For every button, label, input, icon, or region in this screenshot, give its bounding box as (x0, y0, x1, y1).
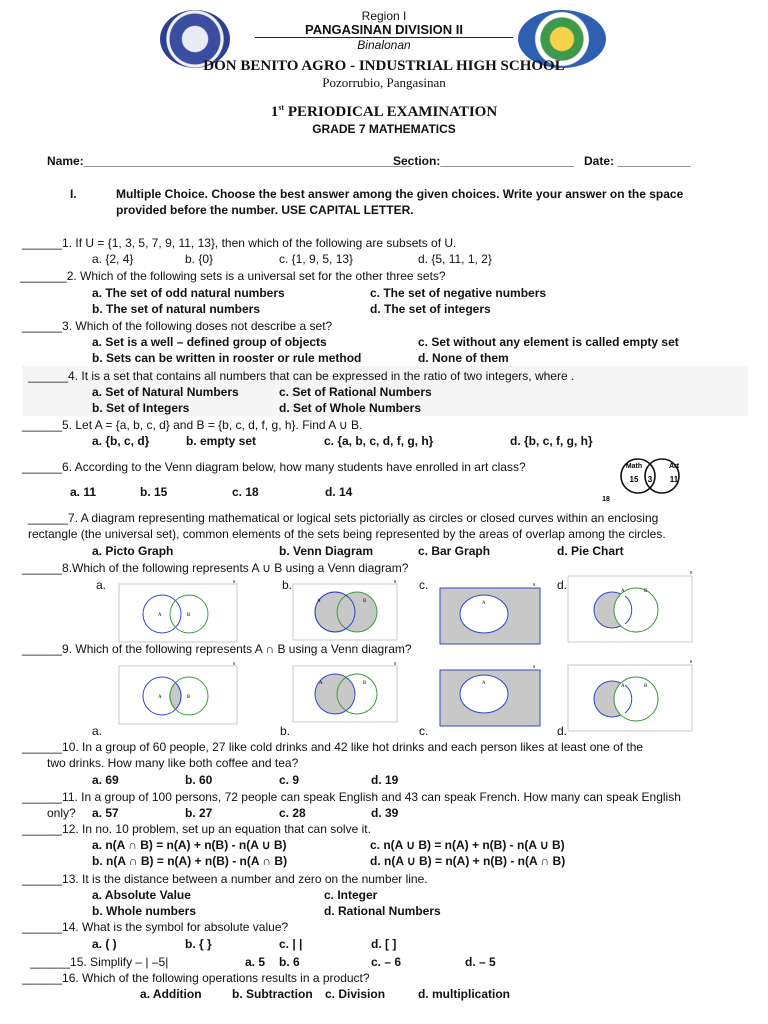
svg-text:s: s (233, 579, 236, 585)
question-14: ______14. What is the symbol for absolute value? (22, 920, 289, 934)
school-name: DON BENITO AGRO - INDUSTRIAL HIGH SCHOOL (203, 58, 565, 74)
choice-b: b. n(A ∩ B) = n(A) + n(B) - n(A ∩ B) (92, 854, 288, 868)
choice-c: c. 18 (232, 485, 259, 499)
svg-text:A: A (621, 589, 625, 594)
venn-enrollment-diagram (600, 456, 700, 504)
venn-option-8a (117, 578, 241, 644)
instruction-number: I. (70, 187, 77, 201)
region-label: Region I (361, 9, 407, 23)
svg-text:A: A (621, 684, 625, 689)
choice-c: c. Division (325, 987, 386, 1001)
question-15: ______15. Simplify – | –5| (30, 955, 169, 969)
question-7: ______7. A diagram representing mathematical or logical sets pictorially as circles or closed curves within an enclosing (28, 511, 659, 525)
svg-text:A: A (158, 695, 162, 700)
division-label: PANGASINAN DIVISION II (305, 22, 463, 37)
svg-text:B: B (644, 684, 648, 689)
choice-c: c. (419, 578, 429, 592)
choice-c: c. Set of Rational Numbers (279, 385, 432, 399)
choice-a: a. Set is a well – defined group of objects (92, 335, 327, 349)
svg-text:B: B (187, 695, 191, 700)
instruction-line: Multiple Choice. Choose the best answer among the given choices. Write your answer on the space (116, 187, 684, 201)
choice-a: a. 11 (70, 485, 97, 499)
choice-d: d. (557, 578, 568, 592)
question-3: ______3. Which of the following doses not describe a set? (22, 319, 333, 333)
choice-d: d. The set of integers (370, 302, 491, 316)
town-label: Binalonan (357, 38, 411, 52)
choice-d: d. 19 (371, 773, 399, 787)
choice-c: c. Set without any element is called empty set (418, 335, 679, 349)
choice-c: c. Integer (324, 888, 378, 902)
svg-text:B: B (363, 681, 367, 686)
venn-right-value: 11 (669, 475, 679, 484)
question-6: ______6. According to the Venn diagram below, how many students have enrolled in art class? (22, 460, 526, 474)
choice-a: a. Picto Graph (92, 544, 174, 558)
svg-text:s: s (394, 661, 397, 667)
choice-b: b. Subtraction (232, 987, 313, 1001)
choice-c: c. | | (279, 937, 303, 951)
choice-b: b. (280, 724, 291, 738)
choice-b: b. 27 (185, 806, 213, 820)
choice-a: a. (92, 724, 103, 738)
choice-b: b. 15 (140, 485, 168, 499)
choice-a: a. n(A ∩ B) = n(A) + n(B) - n(A ∪ B) (92, 838, 287, 852)
venn-outside-value: 18 (602, 496, 610, 503)
svg-text:B: B (644, 589, 648, 594)
venn-right-label: Art (668, 463, 680, 470)
choice-b: b. {0} (185, 252, 214, 266)
svg-text:A: A (319, 681, 323, 686)
question-5: ______5. Let A = {a, b, c, d} and B = {b, c, d, f, g, h}. Find A ∪ B. (22, 418, 363, 432)
choice-a: a. 69 (92, 773, 119, 787)
svg-text:s: s (394, 579, 397, 585)
svg-text:s: s (533, 664, 536, 670)
venn-option-9a (117, 660, 241, 726)
choice-b: b. The set of natural numbers (92, 302, 261, 316)
choice-c: c. {1, 9, 5, 13} (279, 252, 354, 266)
question-4: ______4. It is a set that contains all numbers that can be expressed in the ratio of two integers, where . (28, 369, 575, 383)
question-13: ______13. It is the distance between a number and zero on the number line. (22, 872, 428, 886)
choice-a: a. The set of odd natural numbers (92, 286, 285, 300)
venn-option-8c (438, 578, 544, 646)
choice-b: b. Set of Integers (92, 401, 190, 415)
svg-text:B: B (363, 599, 367, 604)
svg-text:A: A (482, 681, 486, 686)
choice-d: d. multiplication (418, 987, 510, 1001)
choice-a: a. {2, 4} (92, 252, 134, 266)
svg-text:B: B (187, 613, 191, 618)
question-11-continued: only? (47, 806, 76, 820)
choice-c: c. (419, 724, 429, 738)
venn-overlap-value: 3 (647, 475, 653, 484)
svg-text:A: A (482, 601, 486, 606)
choice-a: a. 5 (245, 955, 266, 969)
choice-b: b. Whole numbers (92, 904, 197, 918)
svg-text:s: s (690, 570, 693, 576)
svg-text:s: s (533, 582, 536, 588)
choice-b: b. 60 (185, 773, 213, 787)
instruction-line: provided before the number. USE CAPITAL LETTER. (116, 203, 414, 217)
choice-d: d. {5, 11, 1, 2} (418, 252, 492, 266)
question-10: ______10. In a group of 60 people, 27 like cold drinks and 42 like hot drinks and each person likes at least one of the (22, 740, 644, 754)
choice-d: d. {b, c, f, g, h} (510, 434, 593, 448)
choice-b: b. 6 (279, 955, 300, 969)
svg-text:A: A (158, 613, 162, 618)
venn-option-9b (291, 660, 403, 726)
choice-b: b. Sets can be written in rooster or rule method (92, 351, 362, 365)
choice-d: d. 39 (371, 806, 399, 820)
choice-c: c. 28 (279, 806, 306, 820)
choice-b: b. (282, 578, 293, 592)
choice-d: d. (557, 724, 568, 738)
question-1: ______1. If U = {1, 3, 5, 7, 9, 11, 13}, then which of the following are subsets of U. (22, 236, 457, 250)
choice-d: d. Rational Numbers (324, 904, 441, 918)
choice-d: d. Pie Chart (557, 544, 624, 558)
choice-c: c. {a, b, c, d, f, g, h} (324, 434, 434, 448)
svg-text:A: A (317, 599, 321, 604)
question-16: ______16. Which of the following operations results in a product? (22, 971, 370, 985)
choice-c: c. Bar Graph (418, 544, 491, 558)
choice-c: c. The set of negative numbers (370, 286, 547, 300)
school-address: Pozorrubio, Pangasinan (322, 75, 446, 90)
question-11: ______11. In a group of 100 persons, 72 people can speak English and 43 can speak French. How many can speak English (22, 790, 681, 804)
choice-b: b. empty set (186, 434, 257, 448)
choice-c: c. n(A ∪ B) = n(A) + n(B) - n(A ∪ B) (370, 838, 565, 852)
question-8: ______8.Which of the following represents A ∪ B using a Venn diagram? (22, 561, 409, 575)
venn-left-label: Math (625, 463, 643, 470)
question-9: ______9. Which of the following represents A ∩ B using a Venn diagram? (22, 642, 412, 656)
choice-b: b. { } (185, 937, 212, 951)
choice-a: a. {b, c, d} (92, 434, 150, 448)
venn-option-9d (566, 655, 698, 735)
venn-option-9c (438, 660, 544, 728)
choice-a: a. Set of Natural Numbers (92, 385, 239, 399)
choice-a: a. Addition (140, 987, 202, 1001)
svg-text:s: s (233, 661, 236, 667)
question-2: _______2. Which of the following sets is a universal set for the other three sets? (20, 269, 446, 283)
venn-left-value: 15 (629, 475, 639, 484)
section-field[interactable]: Section:____________________ (393, 154, 574, 168)
choice-d: d. Set of Whole Numbers (279, 401, 422, 415)
choice-d: d. – 5 (465, 955, 496, 969)
subject-label: GRADE 7 MATHEMATICS (312, 122, 456, 136)
choice-a: a. ( ) (92, 937, 117, 951)
question-10-continued: two drinks. How many like both coffee and tea? (47, 756, 299, 770)
choice-a: a. 57 (92, 806, 119, 820)
choice-c: c. 9 (279, 773, 300, 787)
choice-a: a. (96, 578, 107, 592)
name-field[interactable]: Name:_________________________________________________ (47, 154, 411, 168)
venn-option-8d (566, 566, 698, 646)
choice-b: b. Venn Diagram (279, 544, 374, 558)
venn-option-8b (291, 578, 403, 644)
exam-title: 1st PERIODICAL EXAMINATION (270, 103, 498, 120)
choice-d: d. None of them (418, 351, 509, 365)
choice-d: d. n(A ∪ B) = n(A) + n(B) - n(A ∩ B) (370, 854, 566, 868)
question-12: ______12. In no. 10 problem, set up an equation that can solve it. (22, 822, 371, 836)
choice-d: d. 14 (325, 485, 353, 499)
question-7-continued: rectangle (the universal set), common elements of the sets being represented by the areas of overlap among the circles. (28, 527, 666, 541)
choice-d: d. [ ] (371, 937, 397, 951)
choice-c: c. – 6 (371, 955, 402, 969)
date-field[interactable]: Date: ___________ (584, 154, 691, 168)
choice-a: a. Absolute Value (92, 888, 191, 902)
svg-text:s: s (690, 659, 693, 665)
